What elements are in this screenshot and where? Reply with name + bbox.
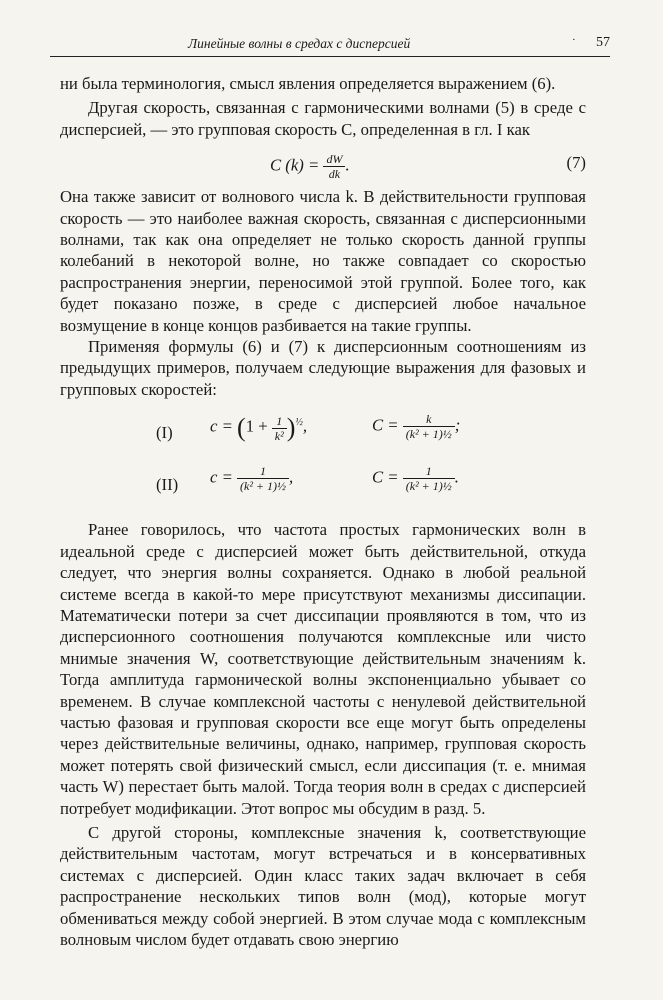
row1-c-fraction bbox=[272, 414, 287, 443]
eq-row2-phase bbox=[210, 464, 293, 493]
paragraph-1: ни была терминология, смысл явления определяется выражением (6). bbox=[60, 74, 556, 93]
row1-c-exp: ½ bbox=[295, 417, 303, 429]
row1-C-den: (k² + 1)½ bbox=[405, 427, 452, 442]
row1-C-tail: ; bbox=[454, 415, 461, 435]
paragraph-4: Применяя формулы (6) и (7) к дисперсионным соотношениям из предыдущих примеров, получаем следующие выражения для фазовых и групповых скоростей: bbox=[60, 337, 586, 399]
paragraph-2: Другая скорость, связанная с гармоническими волнами (5) в среде с дисперсией, — это групповая скорость C, определенная в гл. I как bbox=[60, 98, 586, 139]
row1-c-lhs: c = bbox=[210, 416, 233, 436]
page-number: 57 bbox=[596, 35, 610, 50]
velocity-equations bbox=[60, 406, 586, 516]
equation-row-2 bbox=[60, 462, 586, 506]
eq7-fraction bbox=[323, 152, 345, 181]
row2-c-tail: , bbox=[289, 467, 294, 487]
paragraph-5: Ранее говорилось, что частота простых гармонических волн в идеальной среде с дисперсией может быть действительной, откуда следует, что энергия волны сохраняется. Однако в любой реальной системе всегда в какой-то мере присутствуют механизмы диссипации. Математически потери за счет диссипации проявляются в том, что из дисперсионного соотношения получаются комплексные или чисто мнимые значения W, соответствующие действительным значениям k. Тогда амплитуда гармонической волны экспоненциально убывает со временем. В случае комплексной частоты с ненулевой действительной частью фазовая и групповая скорости все еще могут быть определены через действительные величины, однако, например, групповая скорость может потерять свой физический смысл, если диссипация (т. е. мнимая часть W) перестает быть малой. Тогда теория волн в средах с дисперсией потребует модификации. Этот вопрос мы обсудим в разд. 5. bbox=[60, 520, 586, 818]
row2-C-lhs: C = bbox=[372, 467, 399, 487]
eq-row2-tag: (II) bbox=[156, 475, 179, 495]
row2-c-den: (k² + 1)½ bbox=[240, 479, 287, 494]
page-body bbox=[60, 73, 586, 950]
eq7-label: (7) bbox=[566, 153, 586, 173]
eq-row1-phase bbox=[210, 412, 307, 442]
eq7-denominator: dk bbox=[328, 167, 341, 182]
eq-row2-group bbox=[372, 464, 459, 493]
row1-c-open: ( bbox=[237, 413, 246, 443]
row2-C-tail: . bbox=[454, 467, 459, 487]
paragraph-3: Она также зависит от волнового числа k. В действительности групповая скорость — это наиболее важная скорость, связанная с дисперсионными волнами, так как она определяет не только скорость данной группы колебаний в некоторой волне, но также совпадает со скоростью распространения энергии, переносимой этой группой. Более того, как будет показано позже, в среде с дисперсией любое начальное возмущение в конце концов разбивается на такие группы. bbox=[60, 187, 586, 335]
row2-c-fraction bbox=[237, 464, 289, 493]
running-title: Линейные волны в средах с дисперсией bbox=[188, 36, 411, 51]
eq7-numerator: dW bbox=[323, 152, 345, 167]
page-header bbox=[50, 34, 610, 57]
row2-C-den: (k² + 1)½ bbox=[405, 479, 452, 494]
eq-row1-group bbox=[372, 412, 460, 441]
eq7-tail: . bbox=[345, 155, 350, 175]
paragraph-6: С другой стороны, комплексные значения k, соответствующие действительным частотам, могут встречаться и в консервативных системах с дисперсией. Один класс таких задач включает в себя распространение нескольких типов волн (мод), которые могут обмениваться между собой энергией. В этом случае мода с комплексным волновым числом будет отдавать свою энергию bbox=[60, 822, 586, 949]
row1-C-lhs: C = bbox=[372, 415, 399, 435]
row1-C-fraction bbox=[403, 412, 455, 441]
row1-c-den: k² bbox=[274, 428, 284, 443]
equation-row-1 bbox=[60, 410, 586, 454]
eq-row1-tag: (I) bbox=[156, 423, 173, 443]
row1-C-num: k bbox=[403, 412, 455, 427]
row2-C-num: 1 bbox=[403, 464, 455, 479]
eq7-expression bbox=[270, 152, 350, 181]
eq7-lhs: C (k) = bbox=[270, 155, 320, 175]
row2-c-lhs: c = bbox=[210, 467, 233, 487]
row1-c-num: 1 bbox=[272, 414, 287, 429]
row1-c-tail: , bbox=[302, 416, 308, 436]
equation-7 bbox=[60, 140, 586, 186]
row1-c-one: 1 + bbox=[245, 416, 268, 436]
row1-c-close: ) bbox=[286, 413, 296, 443]
row2-c-num: 1 bbox=[237, 464, 289, 479]
row2-C-fraction bbox=[403, 464, 455, 493]
header-mark: · bbox=[572, 34, 576, 46]
